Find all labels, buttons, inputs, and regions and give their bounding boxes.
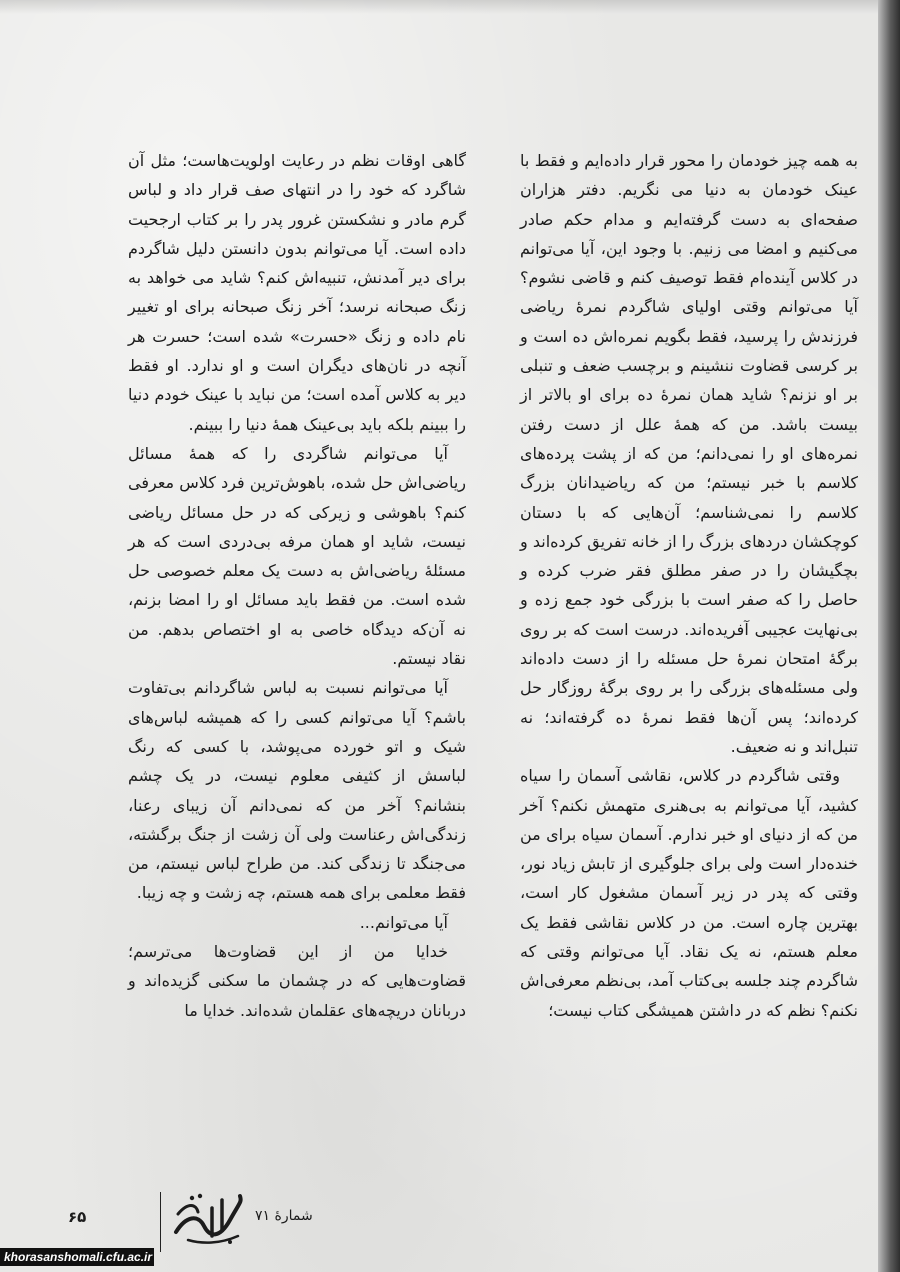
paragraph: آیا می‌توانم... xyxy=(359,912,448,932)
paragraph: آیا می‌توانم نسبت به لباس شاگردانم بی‌تفاوت باشم؟ آیا می‌توانم کسی را که همیشه لباس‌های شیک و اتو خورده می‌پوشد، با کسی که رنگ لباسش از کثیفی معلوم نیست، در یک چشم بنشانم؟ آخر من که نمی‌دانم آن زیبای رعنا، زندگی‌اش رعناست ولی آن زشت از جنگ برگشته، می‌جنگد تا زندگی کند. من طراح لباس نیستم، من فقط معلمی برای همه هستم، چه زشت و چه زیبا. xyxy=(128,678,466,903)
scan-top-shadow xyxy=(0,0,900,14)
page-footer xyxy=(60,1178,313,1248)
paragraph: آیا می‌توانم شاگردی را که همهٔ مسائل ریاضی‌اش حل شده، باهوش‌ترین فرد کلاس معرفی کنم؟ باهوشی و زیرکی که در حل مسائل ریاضی نیست، شاید او همان مرفه بی‌دردی است که هر مسئلهٔ ریاضی‌اش به دست یک معلم خصوصی حل شده است. من فقط باید مسائل او را امضا بزنم، نه آن‌که دیدگاه خاصی به او اختصاص بدهم. من نقاد نیستم. xyxy=(128,443,466,669)
footer-divider xyxy=(160,1192,161,1252)
paragraph: گاهی اوقات نظم در رعایت اولویت‌هاست؛ مثل آن شاگرد که خود را در انتهای صف قرار داد و لباس گرم مادر و نشکستن غرور پدر را بر کتاب ارجحیت داده است. آیا می‌توانم بدون دانستن دلیل شاگردم برای دیر آمدنش، تنبیه‌اش کنم؟ شاید می خواهد به زنگ صبحانه نرسد؛ آخر زنگ صبحانه برای او تغییر نام داده و زنگ «حسرت» شده است؛ حسرت هر آنچه در نان‌های دیگران است و او ندارد. او فقط دیر به کلاس آمده است؛ من نباید با عینک خودم دنیا را ببینم بلکه باید بی‌عینک همهٔ دنیا را ببینم. xyxy=(128,151,466,434)
article-column-right xyxy=(520,146,858,1025)
paragraph: وقتی شاگردم در کلاس، نقاشی آسمان را سیاه کشید، آیا می‌توانم به بی‌هنری متهمش نکنم؟ آخر من که از دنیای او خبر ندارم. آسمان سیاه برای من خنده‌دار است ولی برای جلوگیری از تابش زیاد نور، وقتی که پدر در زیر آسمان مشغول کار است، بهترین چاره است. من در کلاس نقاشی فقط یک معلم هستم، نه یک نقاد. آیا می‌توانم وقتی که شاگردم چند جلسه بی‌کتاب آمد، بی‌نظم معرفی‌اش نکنم؟ نظم که در داشتن همیشگی کتاب نیست؛ xyxy=(520,766,858,1020)
paragraph: خدایا من از این قضاوت‌ها می‌ترسم؛ قضاوت‌هایی که در چشمان ما سکنی گزیده‌اند و دربانان دریچه‌های عقلمان شده‌اند. خدایا ما xyxy=(128,942,466,1020)
magazine-logo-icon xyxy=(168,1186,248,1248)
book-binding-edge xyxy=(878,0,900,1272)
issue-number: شمارهٔ ۷۱ xyxy=(255,1208,313,1224)
page-number: ۶۵ xyxy=(68,1208,87,1226)
paragraph: به همه چیز خودمان را محور قرار داده‌ایم و فقط با عینک خودمان به دنیا می نگریم. دفتر هزاران صفحه‌ای به دست گرفته‌ایم و مدام حکم صادر می‌کنیم و امضا می زنیم. با وجود این، آیا می‌توانم در کلاس آینده‌ام فقط توصیف کنم و قاضی نشوم؟ آیا می‌توانم وقتی اولیای شاگردم نمرهٔ ریاضی فرزندش را پرسید، فقط بگویم نمره‌اش ده است و بر کرسی قضاوت ننشینم و برچسب ضعف و تنبلی بر او نزنم؟ شاید همان نمرهٔ ده برای او بالاتر از بیست باشد. من که همهٔ علل از دست رفتن نمره‌های او را نمی‌دانم؛ من که از پشت پرده‌های کلاسم با خبر نیستم؛ من که ریاضیدانان بزرگ کلاسم را نمی‌شناسم؛ آن‌هایی که با دستان کوچکشان دردهای بزرگ را از خانه تفریق کرده‌اند و بچگیشان را در صفر مطلق فقر ضرب کرده و حاصل را که صفر است با بزرگی خود جمع زده و بی‌نهایت عجیبی آفریده‌اند. درست است که بر روی برگهٔ امتحان نمرهٔ حل مسئله را از دست داده‌اند ولی مسئله‌های بزرگی را بر روی برگهٔ روزگار حل کرده‌اند؛ پس آن‌ها فقط نمرهٔ ده گرفته‌اند؛ نه تنبل‌اند و نه ضعیف. xyxy=(520,151,858,756)
source-watermark[interactable]: khorasanshomali.cfu.ac.ir xyxy=(0,1248,154,1266)
article-column-left xyxy=(128,146,466,1025)
